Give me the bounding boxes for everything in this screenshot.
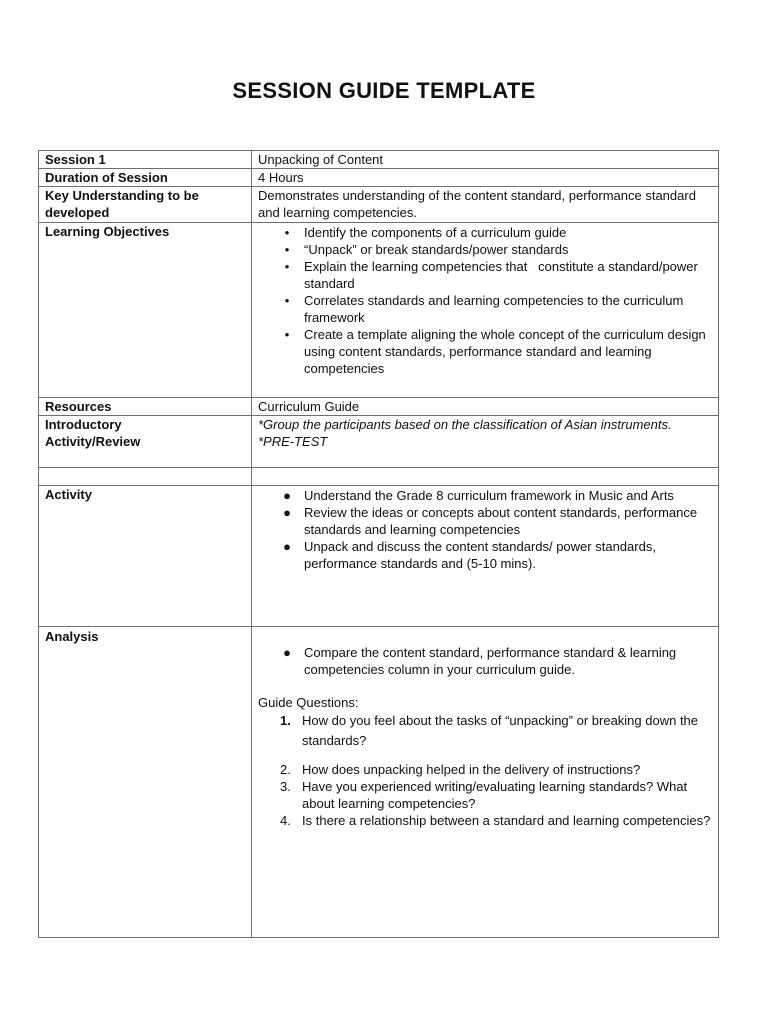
list-item: • Identify the components of a curriculum guide	[304, 224, 712, 241]
list-item: ● Unpack and discuss the content standards/ power standards, performance standards and (5-10 mins).	[304, 538, 712, 572]
table-row	[39, 223, 719, 398]
activity-value	[252, 486, 719, 627]
list-item: 1. How do you feel about the tasks of “unpacking” or breaking down the standards?	[280, 713, 699, 748]
activity-list	[258, 487, 712, 572]
key-understanding-label: Key Understanding to be developed	[39, 187, 252, 223]
guide-questions-list	[258, 711, 712, 829]
bullet-icon: •	[284, 327, 290, 342]
list-item: ● Review the ideas or concepts about content standards, performance standards and learning competencies	[304, 504, 712, 538]
introductory-label: Introductory Activity/Review	[39, 416, 252, 468]
list-item: ● Compare the content standard, performance standard & learning competencies column in your curriculum guide.	[304, 644, 712, 678]
learning-objectives-value	[252, 223, 719, 398]
bullet-icon: ●	[283, 539, 291, 554]
list-item: 4. Is there a relationship between a standard and learning competencies?	[280, 813, 711, 828]
table-row	[39, 169, 719, 187]
session-guide-table	[38, 150, 719, 938]
duration-value: 4 Hours	[252, 169, 719, 187]
analysis-label: Analysis	[39, 627, 252, 938]
analysis-list	[258, 644, 712, 678]
table-row	[39, 486, 719, 627]
resources-value: Curriculum Guide	[252, 398, 719, 416]
bullet-icon: •	[284, 293, 290, 308]
analysis-value	[252, 627, 719, 938]
list-item: • Correlates standards and learning competencies to the curriculum framework	[304, 292, 712, 326]
introductory-value	[252, 416, 719, 468]
learning-objectives-label: Learning Objectives	[39, 223, 252, 398]
bullet-icon: ●	[283, 645, 291, 660]
session-label: Session 1	[39, 151, 252, 169]
key-understanding-value: Demonstrates understanding of the content standard, performance standard and learning competencies.	[252, 187, 719, 223]
resources-label: Resources	[39, 398, 252, 416]
table-row	[39, 627, 719, 938]
introductory-line-group: *Group the participants based on the classification of Asian instruments.	[258, 417, 672, 432]
pretest-line: *PRE-TEST	[258, 434, 328, 449]
session-value: Unpacking of Content	[252, 151, 719, 169]
bullet-icon: •	[284, 259, 290, 274]
guide-questions-heading: Guide Questions:	[258, 695, 359, 710]
bullet-icon: •	[284, 225, 290, 240]
table-row	[39, 468, 719, 486]
bullet-icon: ●	[283, 505, 291, 520]
list-item: ● Understand the Grade 8 curriculum framework in Music and Arts	[304, 487, 712, 504]
duration-label: Duration of Session	[39, 169, 252, 187]
activity-label: Activity	[39, 486, 252, 627]
table-row	[39, 151, 719, 169]
list-item: 2. How does unpacking helped in the delivery of instructions?	[280, 762, 641, 777]
empty-cell	[39, 468, 252, 486]
document-title: SESSION GUIDE TEMPLATE	[232, 78, 536, 103]
table-row	[39, 398, 719, 416]
list-item: • Explain the learning competencies that constitute a standard/power standard	[304, 258, 712, 292]
table-row	[39, 187, 719, 223]
list-item: • Create a template aligning the whole concept of the curriculum design using content standards, performance standard and learning competencies	[304, 326, 712, 377]
table-row	[39, 416, 719, 468]
learning-objectives-list	[258, 224, 712, 377]
list-item: 3. Have you experienced writing/evaluating learning standards? What about learning competencies?	[280, 779, 688, 811]
empty-cell	[252, 468, 719, 486]
bullet-icon: ●	[283, 488, 291, 503]
list-item: • “Unpack” or break standards/power standards	[304, 241, 712, 258]
bullet-icon: •	[284, 242, 290, 257]
